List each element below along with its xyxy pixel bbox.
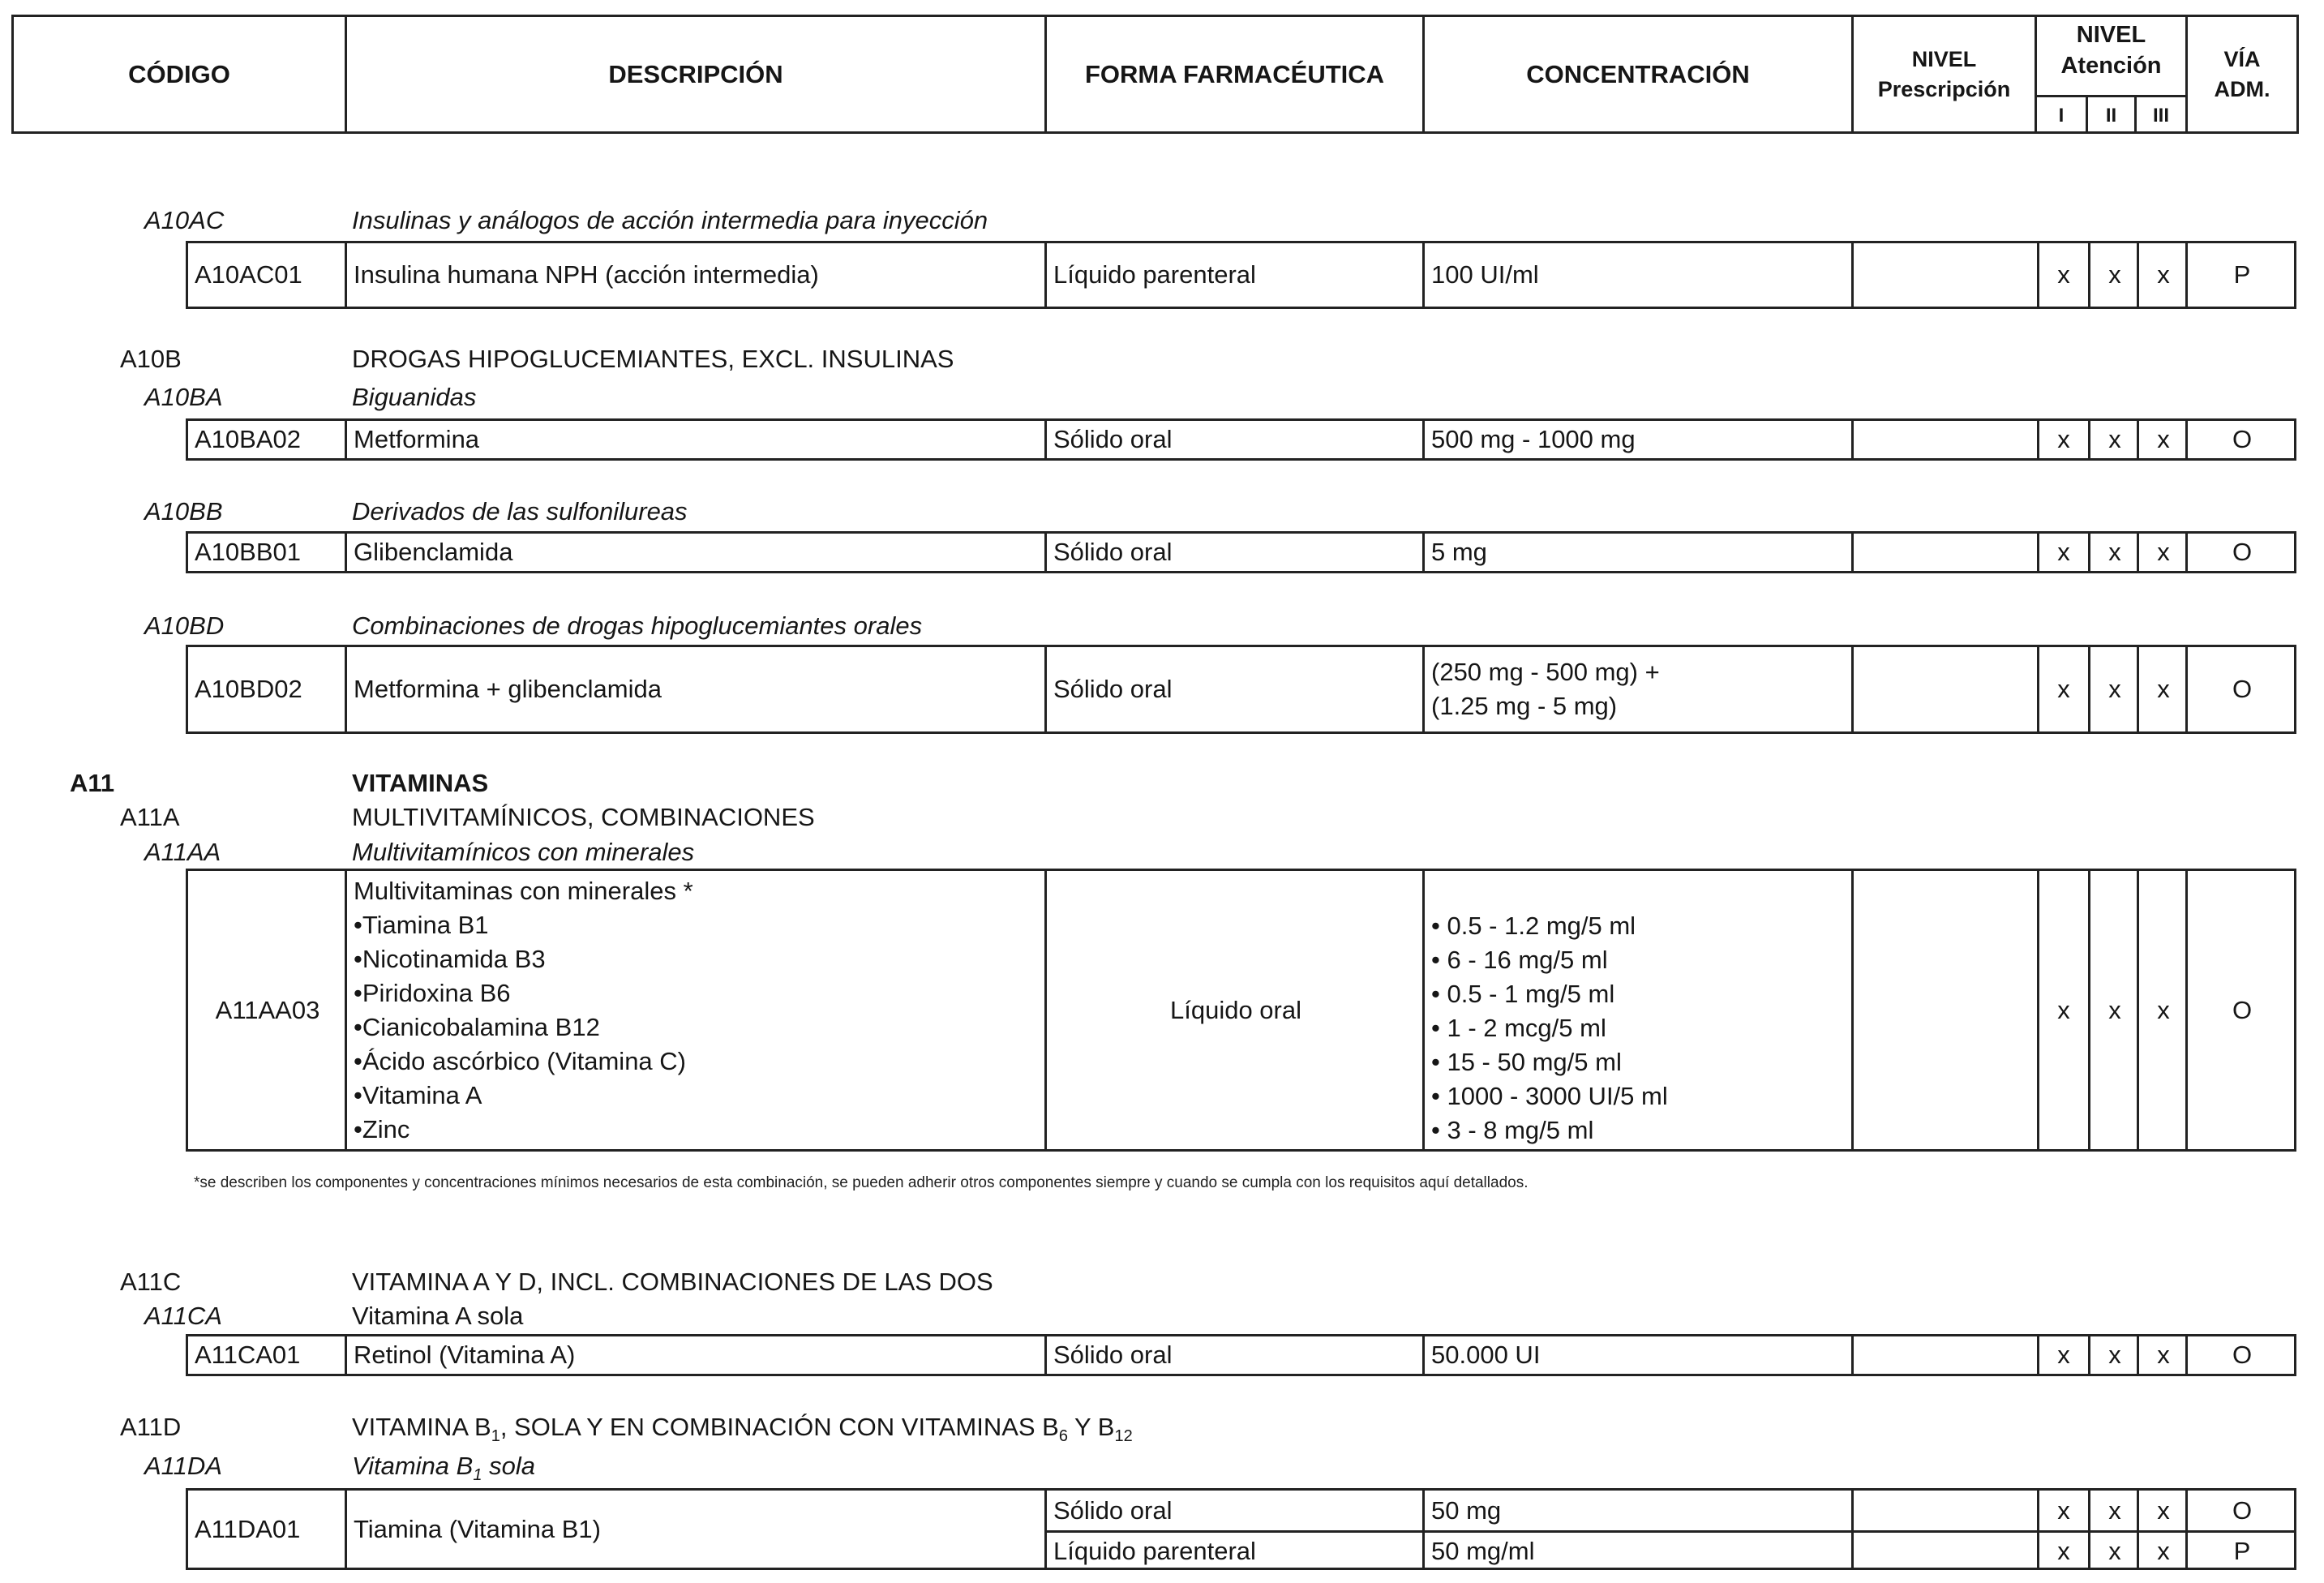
cell-nivel-prescripcion xyxy=(1854,421,2037,458)
table-row xyxy=(186,1488,2296,1570)
title-part: VITAMINA B xyxy=(352,1413,491,1441)
cell-code: A11DA01 xyxy=(195,1514,301,1543)
conc-line: • 0.5 - 1.2 mg/5 ml xyxy=(1431,912,1636,940)
footnote: *se describen los componentes y concentraciones mínimos necesarios de esta combinación, se pueden adherir otros componentes siempre y cuando se cumpla con los requisitos aquí detallados. xyxy=(194,1174,1529,1191)
cell-via: O xyxy=(2232,995,2253,1024)
cell-via: P xyxy=(2233,260,2251,289)
group-code: A11AA xyxy=(144,838,221,866)
header-nivel-prescripcion-line1: NIVEL xyxy=(1911,47,1977,72)
cell-via: O xyxy=(2232,538,2253,566)
group-code: A10BA xyxy=(144,383,223,411)
header-nivel-atencion xyxy=(2035,15,2188,134)
header-descripcion: DESCRIPCIÓN xyxy=(345,15,1047,134)
cell-level-1: x xyxy=(2057,675,2070,703)
header-level-2: II xyxy=(2088,95,2137,134)
desc-line: Multivitaminas con minerales * xyxy=(354,876,693,905)
table-row xyxy=(186,869,2296,1152)
cell-level-3: x xyxy=(2157,1495,2170,1525)
header-codigo: CÓDIGO xyxy=(11,15,347,134)
table-row xyxy=(186,1334,2296,1376)
conc-line: • 1000 - 3000 UI/5 ml xyxy=(1431,1082,1668,1110)
cell-level-2: x xyxy=(2108,995,2121,1024)
cell-level-2: x xyxy=(2108,538,2121,566)
cell-level-3: x xyxy=(2157,425,2170,453)
cell-code: A11AA03 xyxy=(215,995,320,1024)
header-nivel-atencion-line2: Atención xyxy=(2060,53,2162,79)
table-row xyxy=(186,241,2296,309)
cell-level-2: x xyxy=(2108,675,2121,703)
cell-via: P xyxy=(2233,1537,2251,1565)
cell-description: Metformina xyxy=(354,425,480,453)
group-code: A11CA xyxy=(144,1302,222,1330)
title-sub: 6 xyxy=(1058,1427,1068,1446)
group-title: VITAMINA A Y D, INCL. COMBINACIONES DE LAS DOS xyxy=(352,1268,993,1296)
conc-line: • 0.5 - 1 mg/5 ml xyxy=(1431,980,1615,1008)
cell-concentracion: 5 mg xyxy=(1431,538,1487,566)
desc-line: •Ácido ascórbico (Vitamina C) xyxy=(354,1046,686,1075)
header-nivel-atencion-line1: NIVEL xyxy=(2076,22,2146,48)
cell-description: Tiamina (Vitamina B1) xyxy=(354,1514,601,1543)
header-via-line2: ADM. xyxy=(2214,76,2270,101)
cell-level-1: x xyxy=(2057,995,2070,1024)
cell-level-2: x xyxy=(2108,260,2121,289)
cell-nivel-prescripcion xyxy=(1854,243,2037,307)
group-code: A10BD xyxy=(144,611,225,640)
header-concentracion: CONCENTRACIÓN xyxy=(1422,15,1854,134)
cell-level-1: x xyxy=(2057,1341,2070,1369)
cell-level-3: x xyxy=(2157,1341,2170,1369)
cell-via: O xyxy=(2232,1341,2253,1369)
desc-line: •Nicotinamida B3 xyxy=(354,944,546,973)
cell-level-1: x xyxy=(2057,260,2070,289)
cell-nivel-prescripcion xyxy=(1854,647,2037,731)
title-part: Y B xyxy=(1067,1413,1115,1441)
table-row xyxy=(186,531,2296,573)
header-forma: FORMA FARMACÉUTICA xyxy=(1044,15,1425,134)
cell-code: A11CA01 xyxy=(195,1341,301,1369)
cell-forma: Líquido oral xyxy=(1169,995,1301,1024)
cell-level-1: x xyxy=(2057,1495,2070,1525)
cell-concentracion xyxy=(1425,647,1854,731)
header-level-1: I xyxy=(2037,95,2088,134)
cell-level-2: x xyxy=(2108,1537,2121,1565)
desc-line: •Cianicobalamina B12 xyxy=(354,1012,600,1041)
group-code: A11DA xyxy=(144,1452,222,1480)
cell-code: A10BA02 xyxy=(195,425,301,453)
cell-concentracion: 50 mg xyxy=(1431,1495,1502,1525)
cell-forma: Sólido oral xyxy=(1053,425,1173,453)
header-nivel-prescripcion xyxy=(1851,15,2037,134)
title-part: , SOLA Y EN COMBINACIÓN CON VITAMINAS B xyxy=(500,1413,1059,1441)
group-title: Biguanidas xyxy=(352,383,477,411)
cell-description xyxy=(347,871,1047,1149)
group-title xyxy=(352,1413,1133,1446)
conc-line: (1.25 mg - 5 mg) xyxy=(1431,692,1618,720)
cell-concentracion: 50 mg/ml xyxy=(1431,1537,1535,1565)
cell-concentracion: 100 UI/ml xyxy=(1431,260,1539,289)
desc-line: •Zinc xyxy=(354,1114,410,1143)
cell-concentracion: 500 mg - 1000 mg xyxy=(1431,425,1636,453)
table-row xyxy=(186,645,2296,734)
cell-forma: Líquido parenteral xyxy=(1053,260,1256,289)
group-code: A11A xyxy=(120,803,180,831)
cell-via: O xyxy=(2232,425,2253,453)
group-title: DROGAS HIPOGLUCEMIANTES, EXCL. INSULINAS xyxy=(352,345,954,373)
cell-forma: Líquido parenteral xyxy=(1053,1537,1256,1565)
cell-level-3: x xyxy=(2157,1537,2170,1565)
cell-level-1: x xyxy=(2057,538,2070,566)
cell-forma: Sólido oral xyxy=(1053,675,1173,703)
conc-line: • 1 - 2 mcg/5 ml xyxy=(1431,1014,1606,1042)
header-via-line1: VÍA xyxy=(2223,47,2261,72)
cell-via: O xyxy=(2232,1495,2253,1525)
cell-description: Insulina humana NPH (acción intermedia) xyxy=(354,260,819,289)
group-code: A10AC xyxy=(144,206,225,234)
title-part: Vitamina B xyxy=(352,1452,474,1480)
group-code: A11 xyxy=(70,769,115,797)
cell-code: A10BB01 xyxy=(195,538,301,566)
cell-level-1: x xyxy=(2057,1537,2070,1565)
conc-line: • 6 - 16 mg/5 ml xyxy=(1431,946,1608,974)
cell-description: Glibenclamida xyxy=(354,538,513,566)
group-title: VITAMINAS xyxy=(352,769,489,797)
group-title: Combinaciones de drogas hipoglucemiantes orales xyxy=(352,611,923,640)
cell-code: A10AC01 xyxy=(195,260,302,289)
cell-level-1: x xyxy=(2057,425,2070,453)
cell-nivel-prescripcion xyxy=(1854,1336,2037,1374)
cell-concentracion xyxy=(1425,871,1854,1149)
group-code: A10BB xyxy=(144,497,223,526)
cell-concentracion: 50.000 UI xyxy=(1431,1341,1541,1369)
cell-nivel-prescripcion xyxy=(1854,534,2037,571)
cell-level-3: x xyxy=(2157,675,2170,703)
group-title: MULTIVITAMÍNICOS, COMBINACIONES xyxy=(352,803,815,831)
conc-line: • 3 - 8 mg/5 ml xyxy=(1431,1116,1594,1144)
desc-line: •Tiamina B1 xyxy=(354,910,489,939)
group-code: A11D xyxy=(120,1413,182,1441)
group-code: A10B xyxy=(120,345,182,373)
group-title: Derivados de las sulfonilureas xyxy=(352,497,688,526)
cell-level-2: x xyxy=(2108,1495,2121,1525)
desc-line: •Piridoxina B6 xyxy=(354,978,511,1007)
cell-level-2: x xyxy=(2108,425,2121,453)
title-sub: 12 xyxy=(1114,1427,1133,1446)
group-title xyxy=(352,1452,535,1485)
cell-nivel-prescripcion xyxy=(1854,871,2037,1149)
cell-description: Metformina + glibenclamida xyxy=(354,675,662,703)
cell-code: A10BD02 xyxy=(195,675,302,703)
table-row xyxy=(186,418,2296,461)
cell-level-3: x xyxy=(2157,538,2170,566)
cell-description: Retinol (Vitamina A) xyxy=(354,1341,576,1369)
group-title: Vitamina A sola xyxy=(352,1302,524,1330)
title-sub: 1 xyxy=(491,1427,500,1446)
cell-level-3: x xyxy=(2157,995,2170,1024)
cell-level-2: x xyxy=(2108,1341,2121,1369)
title-part: sola xyxy=(482,1452,535,1480)
cell-forma: Sólido oral xyxy=(1053,1495,1173,1525)
group-code: A11C xyxy=(120,1268,182,1296)
desc-line: •Vitamina A xyxy=(354,1080,482,1109)
conc-line: (250 mg - 500 mg) + xyxy=(1431,658,1660,686)
cell-forma: Sólido oral xyxy=(1053,1341,1173,1369)
cell-via: O xyxy=(2232,675,2253,703)
title-sub: 1 xyxy=(473,1466,482,1485)
header-via xyxy=(2185,15,2299,134)
group-title: Multivitamínicos con minerales xyxy=(352,838,695,866)
header-nivel-prescripcion-line2: Prescripción xyxy=(1877,76,2011,101)
header-level-3: III xyxy=(2137,95,2185,134)
conc-line: • 15 - 50 mg/5 ml xyxy=(1431,1048,1622,1076)
cell-forma: Sólido oral xyxy=(1053,538,1173,566)
group-title: Insulinas y análogos de acción intermedia para inyección xyxy=(352,206,988,234)
header-nivel-atencion-title xyxy=(2037,19,2185,81)
cell-level-3: x xyxy=(2157,260,2170,289)
